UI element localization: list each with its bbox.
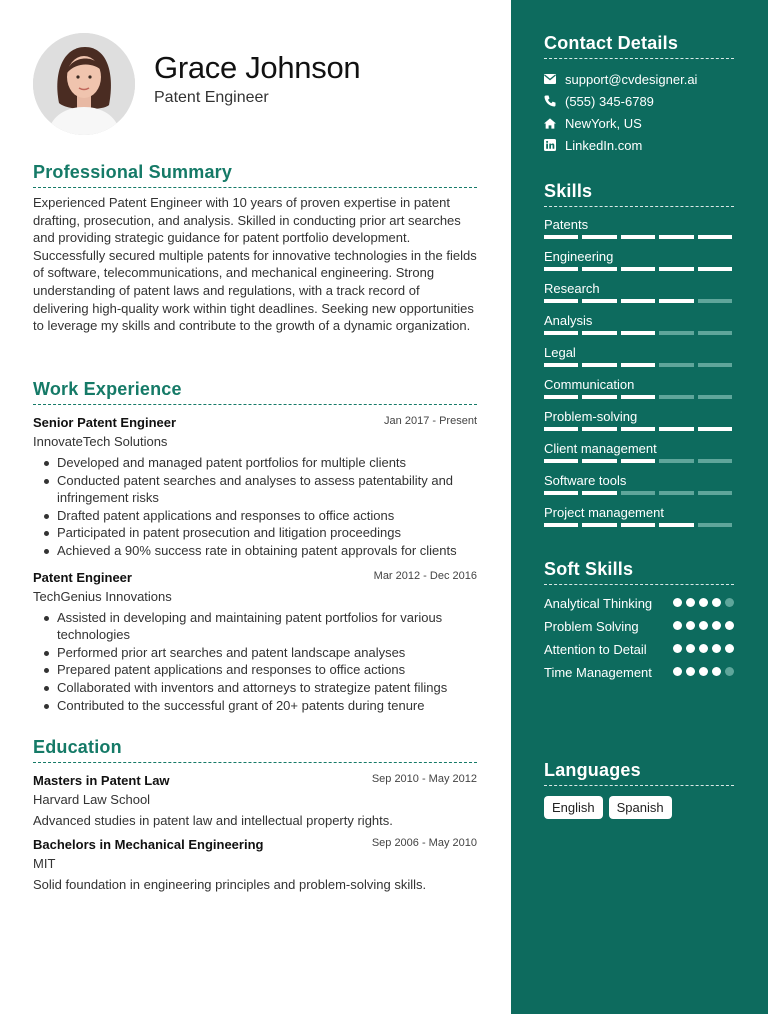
skill-item [544,313,734,345]
rating-dot [673,644,682,653]
skill-level-segment [582,491,616,495]
rating-dot [712,621,721,630]
rating-dot [712,667,721,676]
education-date: Sep 2010 - May 2012 [371,773,477,785]
skill-item [544,505,734,537]
education-school: Harvard Law School [33,792,151,807]
job-company: InnovateTech Solutions [33,434,168,449]
skill-level-segment [621,459,655,463]
soft-skill-rating [673,621,734,630]
skill-level-segment [621,523,655,527]
education-header [33,837,477,855]
skill-level-segment [698,235,732,239]
education-entry [33,837,477,892]
soft-skill-rating [673,644,734,653]
skill-level-segment [621,395,655,399]
skill-level-segment [544,235,578,239]
job-bullets [33,454,477,560]
skill-label: Engineering [544,249,614,264]
language-tag: Spanish [609,796,672,819]
rating-dot [686,621,695,630]
bullet-item: Conducted patent searches and analyses to assess patentability and infringement risks [33,472,477,507]
skill-level-segment [544,491,578,495]
skill-label: Software tools [544,473,627,488]
contact-email[interactable] [544,68,734,90]
bullet-item: Achieved a 90% success rate in obtaining patent approvals for clients [33,542,477,560]
skill-level-segment [659,267,693,271]
skill-label: Project management [544,505,664,520]
skill-item [544,217,734,249]
job-entry [33,570,477,715]
avatar [33,33,135,135]
rating-dot [712,598,721,607]
skill-level-segment [659,427,693,431]
candidate-title: Patent Engineer [154,89,269,106]
skill-level-segment [698,459,732,463]
skill-level-segment [582,267,616,271]
skill-level-bar [544,459,732,463]
skill-level-segment [659,395,693,399]
skill-label: Communication [544,377,635,392]
job-bullets [33,609,477,715]
education-degree: Bachelors in Mechanical Engineering [33,837,264,852]
rating-dot [725,621,734,630]
rating-dot [699,644,708,653]
soft-skill-rating [673,598,734,607]
skill-level-bar [544,523,732,527]
skill-level-bar [544,235,732,239]
education-section [33,737,477,892]
skill-level-segment [698,299,732,303]
skill-item [544,473,734,505]
skills-section [544,181,734,537]
skill-level-segment [582,235,616,239]
job-date: Mar 2012 - Dec 2016 [373,569,477,582]
linkedin-icon [544,139,556,151]
skill-item [544,281,734,313]
education-description: Advanced studies in patent law and intellectual property rights. [33,813,393,828]
skill-level-segment [659,331,693,335]
skill-level-segment [544,395,578,399]
rating-dot [686,667,695,676]
education-description: Solid foundation in engineering principles and problem-solving skills. [33,877,427,892]
skill-level-bar [544,363,732,367]
skill-item [544,249,734,281]
skill-level-segment [582,427,616,431]
skill-level-bar [544,299,732,303]
skill-level-segment [621,331,655,335]
rating-dot [673,621,682,630]
skill-level-segment [698,523,732,527]
soft-skill-item [544,664,734,681]
skill-level-bar [544,267,732,271]
skill-level-segment [698,491,732,495]
skill-label: Analysis [544,313,593,328]
skill-level-segment [582,299,616,303]
bullet-item: Assisted in developing and maintaining patent portfolios for various technologies [33,609,477,644]
education-entry [33,773,477,828]
soft-skill-rating [673,667,734,676]
summary-text: Experienced Patent Engineer with 10 years of proven expertise in patent drafting, prosecution, and analysis. Skilled in conducting prior art searches and providing strategic guidance for patent portfolio development. Successfully secured multiple patents for innovative technologies in the fields of software, telecommunications, and mechanical engineering. Strong understanding of patent laws and regulations, with a track record of delivering high-quality work within tight deadlines. Seeking new opportunities to leverage my skills and contribute to the growth of a dynamic organization. [33,195,477,334]
skill-level-bar [544,427,732,431]
education-school: MIT [33,856,56,871]
contact-section [544,33,734,156]
experience-section [33,379,477,714]
skill-level-segment [698,267,732,271]
rating-dot [673,598,682,607]
skill-level-segment [544,267,578,271]
skill-label: Research [544,281,600,296]
skill-level-segment [698,427,732,431]
experience-heading: Work Experience [33,379,477,405]
job-entry [33,415,477,560]
linkedin-text: LinkedIn.com [565,137,643,153]
skill-level-segment [582,523,616,527]
contact-phone[interactable] [544,90,734,112]
contact-linkedin[interactable] [544,134,734,156]
skills-heading: Skills [544,181,734,207]
education-date: Sep 2006 - May 2010 [371,837,477,849]
language-tag: English [544,796,603,819]
rating-dot [686,644,695,653]
summary-section [33,162,477,335]
rating-dot [712,644,721,653]
education-heading: Education [33,737,477,763]
summary-heading: Professional Summary [33,162,477,188]
skill-level-segment [582,363,616,367]
skill-label: Problem-solving [544,409,638,424]
phone-text: (555) 345-6789 [565,93,654,109]
bullet-item: Participated in patent prosecution and litigation proceedings [33,524,477,542]
skill-level-segment [659,459,693,463]
job-role: Senior Patent Engineer [33,415,177,430]
skill-level-segment [621,427,655,431]
job-company: TechGenius Innovations [33,588,172,604]
bullet-item: Developed and managed patent portfolios for multiple clients [33,454,477,472]
skill-item [544,345,734,377]
phone-icon [544,95,556,107]
location-text: NewYork, US [565,115,642,131]
job-header [33,570,477,588]
skill-level-segment [621,299,655,303]
rating-dot [725,644,734,653]
skill-level-bar [544,395,732,399]
languages-list [544,796,734,819]
skill-level-segment [621,363,655,367]
skill-level-segment [582,395,616,399]
skill-level-segment [698,395,732,399]
skill-level-segment [659,363,693,367]
soft-skill-label: Attention to Detail [544,642,647,657]
bullet-item: Collaborated with inventors and attorneys to strategize patent filings [33,679,477,697]
soft-skills-heading: Soft Skills [544,559,734,585]
skill-level-segment [544,299,578,303]
soft-skills-list [544,595,734,681]
job-role: Patent Engineer [33,569,132,585]
skill-level-bar [544,491,732,495]
bullet-item: Drafted patent applications and responses to office actions [33,507,477,525]
skill-level-segment [659,523,693,527]
bullet-item: Contributed to the successful grant of 20+ patents during tenure [33,697,477,715]
contact-heading: Contact Details [544,33,734,59]
rating-dot [699,598,708,607]
rating-dot [699,621,708,630]
envelope-icon [544,73,556,85]
contact-location [544,112,734,134]
education-header [33,773,477,791]
rating-dot [699,667,708,676]
skill-level-segment [659,491,693,495]
skill-level-segment [544,523,578,527]
skill-level-segment [544,459,578,463]
bullet-item: Performed prior art searches and patent landscape analyses [33,644,477,662]
sidebar [511,0,768,1014]
skill-level-segment [698,363,732,367]
job-header [33,415,477,433]
soft-skill-label: Time Management [544,665,652,680]
soft-skills-section [544,559,734,687]
rating-dot [686,598,695,607]
skill-level-segment [544,331,578,335]
skill-label: Legal [544,345,576,360]
skill-level-segment [659,235,693,239]
soft-skill-item [544,618,734,635]
email-text: support@cvdesigner.ai [565,71,698,87]
languages-heading: Languages [544,760,734,786]
skill-level-segment [582,331,616,335]
soft-skill-label: Analytical Thinking [544,596,653,611]
languages-section [544,760,734,819]
education-degree: Masters in Patent Law [33,773,170,788]
skill-level-segment [698,331,732,335]
skill-label: Patents [544,217,589,232]
soft-skill-item [544,641,734,658]
home-icon [544,117,556,129]
skill-item [544,409,734,441]
skill-level-segment [659,299,693,303]
skill-item [544,441,734,473]
rating-dot [673,667,682,676]
soft-skill-item [544,595,734,612]
skill-level-segment [544,363,578,367]
skill-level-segment [582,459,616,463]
candidate-name: Grace Johnson [154,50,361,85]
skill-label: Client management [544,441,657,456]
skill-level-segment [621,235,655,239]
skill-level-bar [544,331,732,335]
skills-list [544,217,734,537]
bullet-item: Prepared patent applications and responses to office actions [33,661,477,679]
soft-skill-label: Problem Solving [544,619,639,634]
skill-level-segment [621,491,655,495]
skill-item [544,377,734,409]
job-date: Jan 2017 - Present [384,415,477,427]
skill-level-segment [544,427,578,431]
skill-level-segment [621,267,655,271]
rating-dot [725,667,734,676]
rating-dot [725,598,734,607]
